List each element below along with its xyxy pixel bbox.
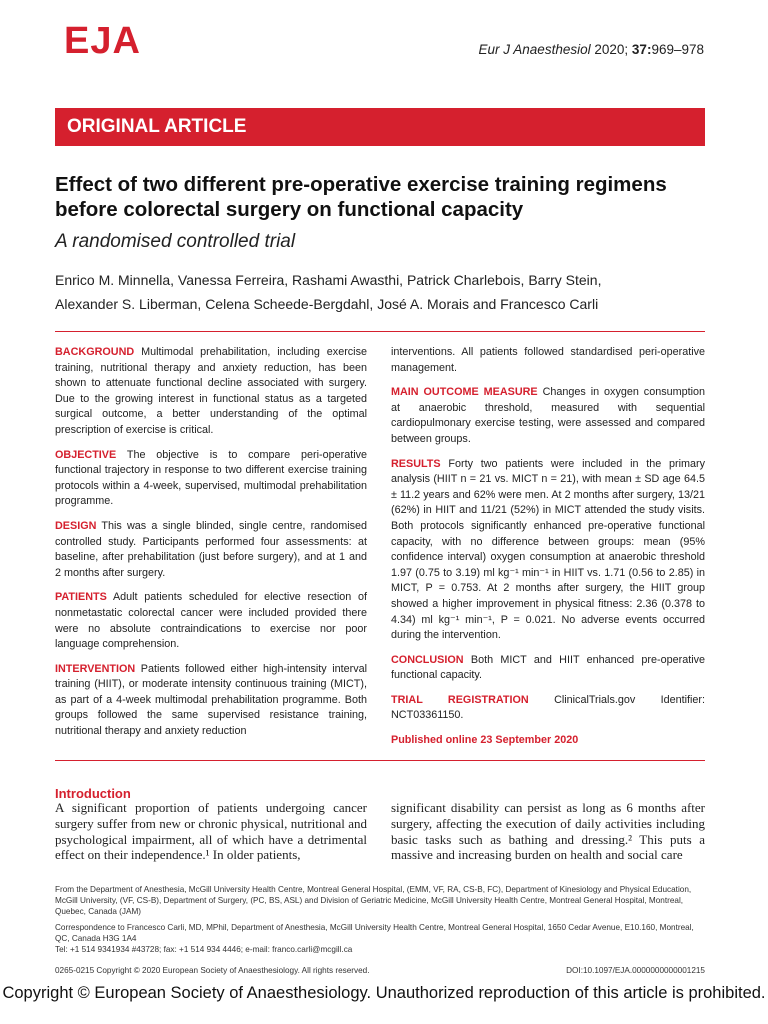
citation-pages: 969–978 — [651, 42, 704, 57]
author-list — [55, 268, 705, 316]
intervention-text: Patients followed either high-intensity interval training (HIIT), or moderate intensity continuous training (MICT), as part of a 4-week multimodal prehabilitation programme. Both groups followed the same supervised resistance training, nutritional therapy and anxiety reduction — [55, 662, 368, 738]
abstract-objective — [55, 448, 367, 510]
abstract-trial-registration — [391, 693, 705, 724]
background-label: BACKGROUND — [55, 346, 135, 358]
journal-name: Eur J Anaesthesiol — [478, 42, 591, 57]
journal-logo: EJA — [64, 20, 141, 62]
intervention-continued: interventions. All patients followed standardised peri-operative management. — [391, 346, 705, 374]
issn-copyright: 0265-0215 Copyright © 2020 European Society of Anaesthesiology. All rights reserved. — [55, 966, 370, 975]
trial-registration-text: ClinicalTrials.gov Identifier: NCT03361150. — [391, 693, 706, 722]
patients-label: PATIENTS — [55, 591, 107, 604]
citation-year: 2020; — [594, 42, 629, 57]
conclusion-label: CONCLUSION — [391, 653, 464, 666]
section-banner — [55, 108, 705, 146]
introduction-heading: Introduction — [55, 786, 131, 801]
correspondence-address: Correspondence to Francesco Carli, MD, MPhil, Department of Anesthesia, McGill University Health Centre, Montreal General Hospital, 1650 Cedar Avenue, E10.160, Montreal, QC, Canada H3G 1A4 — [55, 923, 694, 943]
conclusion-text: Both MICT and HIIT enhanced pre-operative functional capacity. — [391, 653, 705, 682]
introduction-left-text: A significant proportion of patients undergoing cancer surgery suffer from new or chronic physical, nutritional and psychological impairment, all of which have a detrimental effect on their independence.¹ In older patients, — [55, 800, 367, 863]
article-title: Effect of two different pre-operative exercise training regimens before colorectal surgery on functional capacity — [55, 173, 667, 221]
intervention-label: INTERVENTION — [55, 662, 136, 675]
abstract-top-rule — [55, 331, 705, 332]
citation — [479, 42, 704, 57]
design-label: DESIGN — [55, 519, 97, 532]
abstract-intervention — [55, 662, 367, 740]
citation-volume: 37: — [631, 42, 652, 57]
authors-line-1: Enrico M. Minnella, Vanessa Ferreira, Rashami Awasthi, Patrick Charlebois, Barry Stein, — [55, 272, 602, 288]
abstract-patients — [55, 590, 367, 652]
patients-text: Adult patients scheduled for elective resection of nonmetastatic colorectal cancer were included provided there were no absolute contraindications to exercise nor poor language comprehension. — [55, 591, 367, 651]
results-text: Forty two patients were included in the primary analysis (HIIT n = 21 vs. MICT n = 21), with mean ± SD age 64.5 ± 11.2 years and 62% were men. At 2 months after surgery, 13/21 (62%) in HIIT and 11/21 (52%) in MICT attended the study visits. Both protocols significantly enhanced pre-operative functional capacity, with no difference between groups: mean (95% confidence interval) oxygen consumption at anaerobic threshold 1.97 (0.75 to 3.19) ml kg⁻¹ min⁻¹ in HIIT vs. 1.71 (0.56 to 2.85) in MICT, P = 0.753. At 2 months after surgery, the HIIT group showed a higher improvement in physical fitness: 2.36 (0.378 to 4.34) ml kg⁻¹ min⁻¹, P = 0.021. No adverse events occurred during the intervention. — [391, 457, 706, 642]
abstract-main-outcome — [391, 385, 705, 447]
authors-line-2: Alexander S. Liberman, Celena Scheede-Bergdahl, José A. Morais and Francesco Carli — [55, 296, 599, 312]
abstract-left-column — [55, 345, 367, 749]
background-text: Multimodal prehabilitation, including exercise training, nutritional therapy and anxiety reduction, has been shown to attenuate functional decline associated with surgery. Due to the growing interest in functional status as a targeted surgical outcome, a better understanding of the optimal prescription of exercise is critical. — [55, 346, 367, 436]
main-outcome-text: Changes in oxygen consumption at anaerobic threshold, measured with sequential cardiopulmonary exercise testing, were assessed and compared between groups. — [391, 386, 706, 445]
abstract-right-column — [391, 345, 705, 758]
introduction-right-text: significant disability can persist as long as 6 months after surgery, affecting the execution of daily activities including basic tasks such as bathing and dressing.² This puts a massive and increasing burden on health and social care — [391, 800, 705, 863]
results-label: RESULTS — [391, 457, 441, 470]
copyright-notice: Copyright © European Society of Anaesthesiology. Unauthorized reproduction of this article is prohibited. — [2, 984, 766, 1002]
trial-registration-label: TRIAL REGISTRATION — [391, 693, 529, 706]
abstract-bottom-rule — [55, 760, 705, 761]
objective-text: The objective is to compare peri-operative functional trajectory in response to two different exercise training protocols within a 4-week, supervised, multimodal prehabilitation programme. — [55, 448, 367, 508]
doi: DOI:10.1097/EJA.0000000000001215 — [566, 966, 705, 975]
abstract-background — [55, 345, 367, 439]
abstract-conclusion — [391, 653, 705, 684]
design-text: This was a single blinded, single centre, randomised controlled study. Participants performed four assessments: at baseline, after prehabilitation (just before surgery), and at 1 and 2 months after surgery. — [55, 519, 367, 579]
correspondence — [55, 922, 705, 955]
abstract-design — [55, 519, 367, 581]
published-online: Published online 23 September 2020 — [391, 734, 579, 747]
section-banner-label: ORIGINAL ARTICLE — [67, 116, 247, 137]
abstract-results — [391, 457, 705, 644]
objective-label: OBJECTIVE — [55, 448, 117, 461]
correspondence-contact: Tel: +1 514 9341934 #43728; fax: +1 514 934 4446; e-mail: franco.carli@mcgill.ca — [55, 945, 353, 954]
article-subtitle: A randomised controlled trial — [55, 231, 296, 252]
affiliations: From the Department of Anesthesia, McGill University Health Centre, Montreal General Hospital, (EMM, VF, RA, CS-B, FC), Department of Kinesiology and Physical Education, McGill University, (VF, CS-B), Department of Surgery, (PC, BS, ASL) and Division of Geriatric Medicine, McGill University Health Centre, Montreal General Hospital, Montreal, Quebec, Canada (JAM) — [55, 885, 692, 916]
main-outcome-label: MAIN OUTCOME MEASURE — [391, 386, 538, 399]
